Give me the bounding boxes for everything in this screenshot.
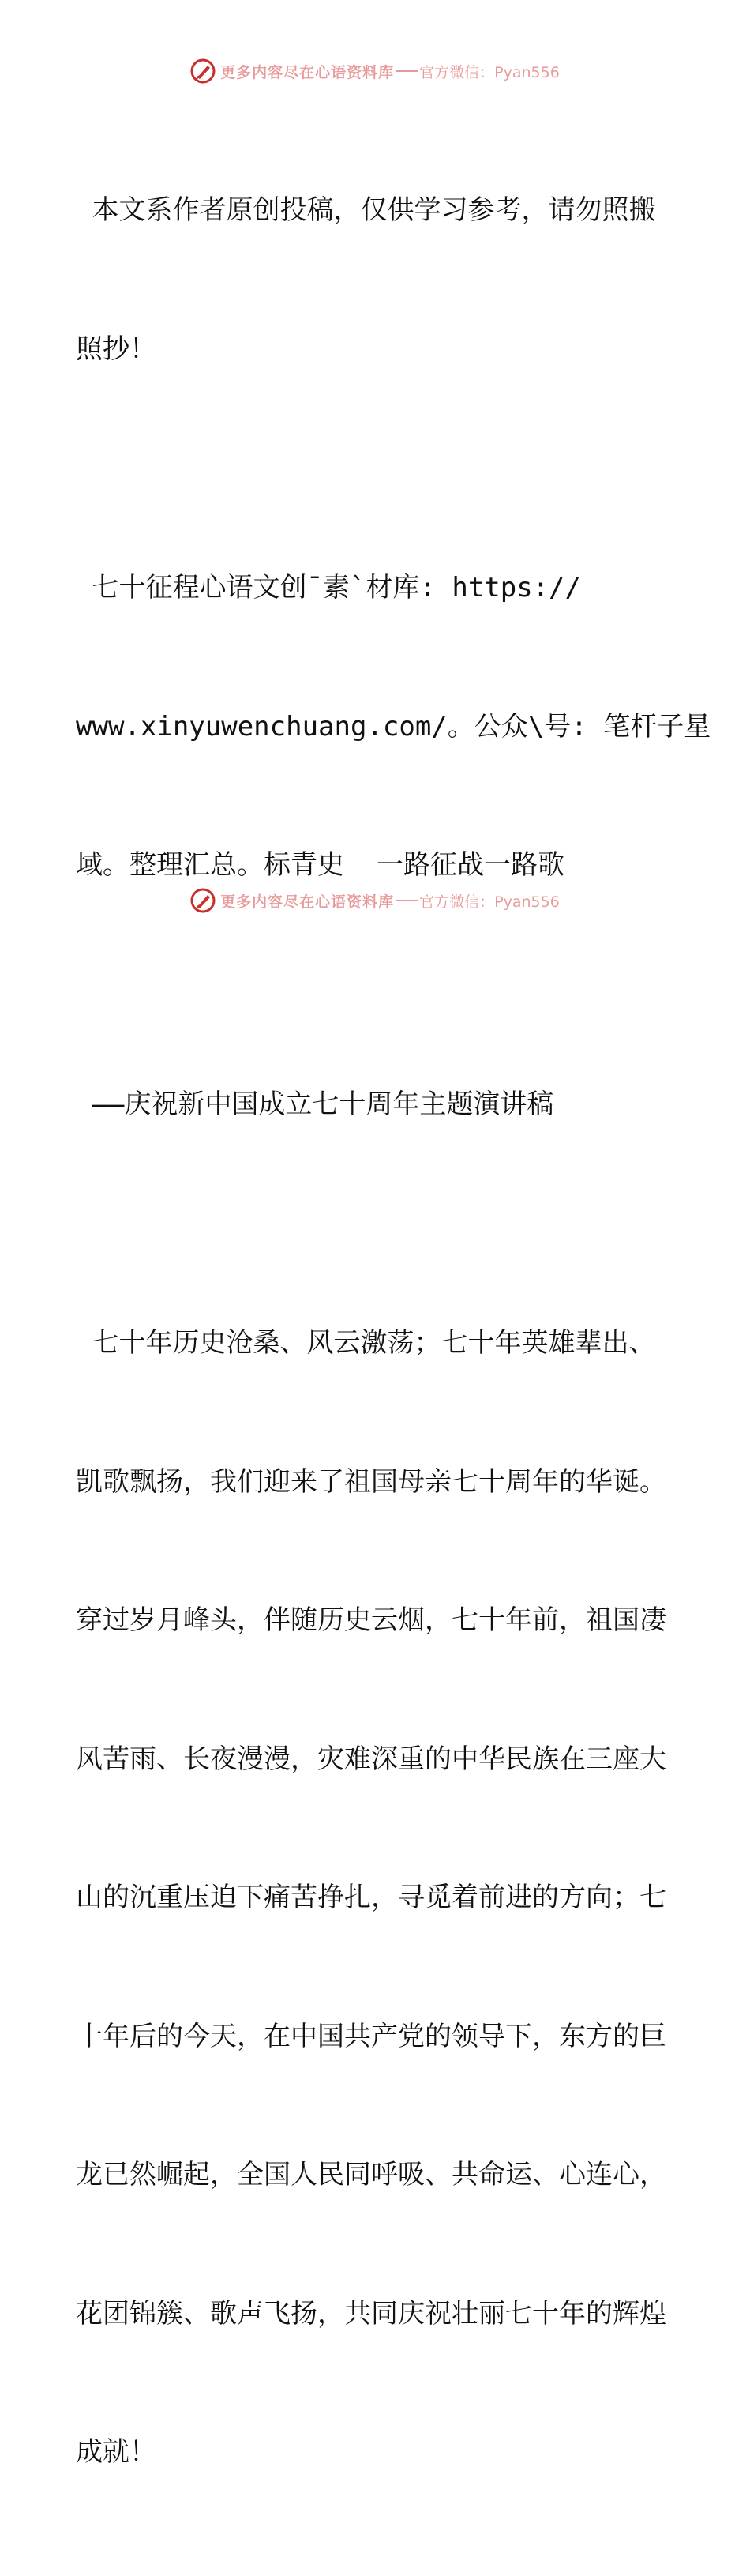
text-line: ——庆祝新中国成立七十周年主题演讲稿 [76, 1088, 554, 1120]
text-line: 七十年历史沧桑、风云激荡；七十年英雄辈出、 [76, 1327, 656, 1359]
text-line: 山的沉重压迫下痛苦挣扎，寻觅着前进的方向；七 [76, 1882, 666, 1913]
footer-banner [0, 885, 750, 916]
footer-banner-wechat: 官方微信：Pyan556 [419, 893, 560, 911]
paragraph-body [76, 1228, 676, 2568]
paragraph-disclaimer [76, 95, 676, 464]
text-line: 本文系作者原创投稿，仅供学习参考，请勿照搬 [76, 194, 656, 226]
header-banner-wechat: 官方微信：Pyan556 [419, 63, 560, 81]
text-line: 花团锦簇、歌声飞扬，共同庆祝壮丽七十年的辉煌 [76, 2297, 666, 2330]
quill-logo-icon [190, 888, 216, 913]
text-line: 照抄！ [76, 333, 156, 365]
text-line: 十年后的今天，在中国共产党的领导下，东方的巨 [76, 2020, 666, 2052]
header-banner-divider [396, 70, 418, 72]
footer-banner-divider [396, 900, 418, 901]
header-banner-main: 更多内容尽在心语资料库 [220, 63, 395, 81]
text-line: 七十征程心语文创¯素`材库: https:// [76, 572, 582, 604]
text-line: www.xinyuwenchuang.com/。公众\号: 笔杆子星 [76, 710, 711, 743]
footer-banner-main: 更多内容尽在心语资料库 [220, 893, 395, 911]
text-line: 穿过岁月峰头，伴随历史云烟，七十年前，祖国凄 [76, 1604, 666, 1636]
header-banner [0, 55, 750, 87]
paragraph-subtitle [76, 989, 676, 1220]
text-line: 龙已然崛起，全国人民同呼吸、共命运、心连心， [76, 2159, 666, 2191]
text-line: 风苦雨、长夜漫漫，灾难深重的中华民族在三座大 [76, 1743, 666, 1775]
quill-logo-icon [190, 58, 216, 84]
document-body [76, 95, 711, 2576]
text-line: 凯歌飘扬，我们迎来了祖国母亲七十周年的华诞。 [76, 1465, 666, 1498]
text-line: 成就！ [76, 2436, 156, 2468]
text-line: 域。整理汇总。标青史 一路征战一路歌 [76, 849, 564, 881]
